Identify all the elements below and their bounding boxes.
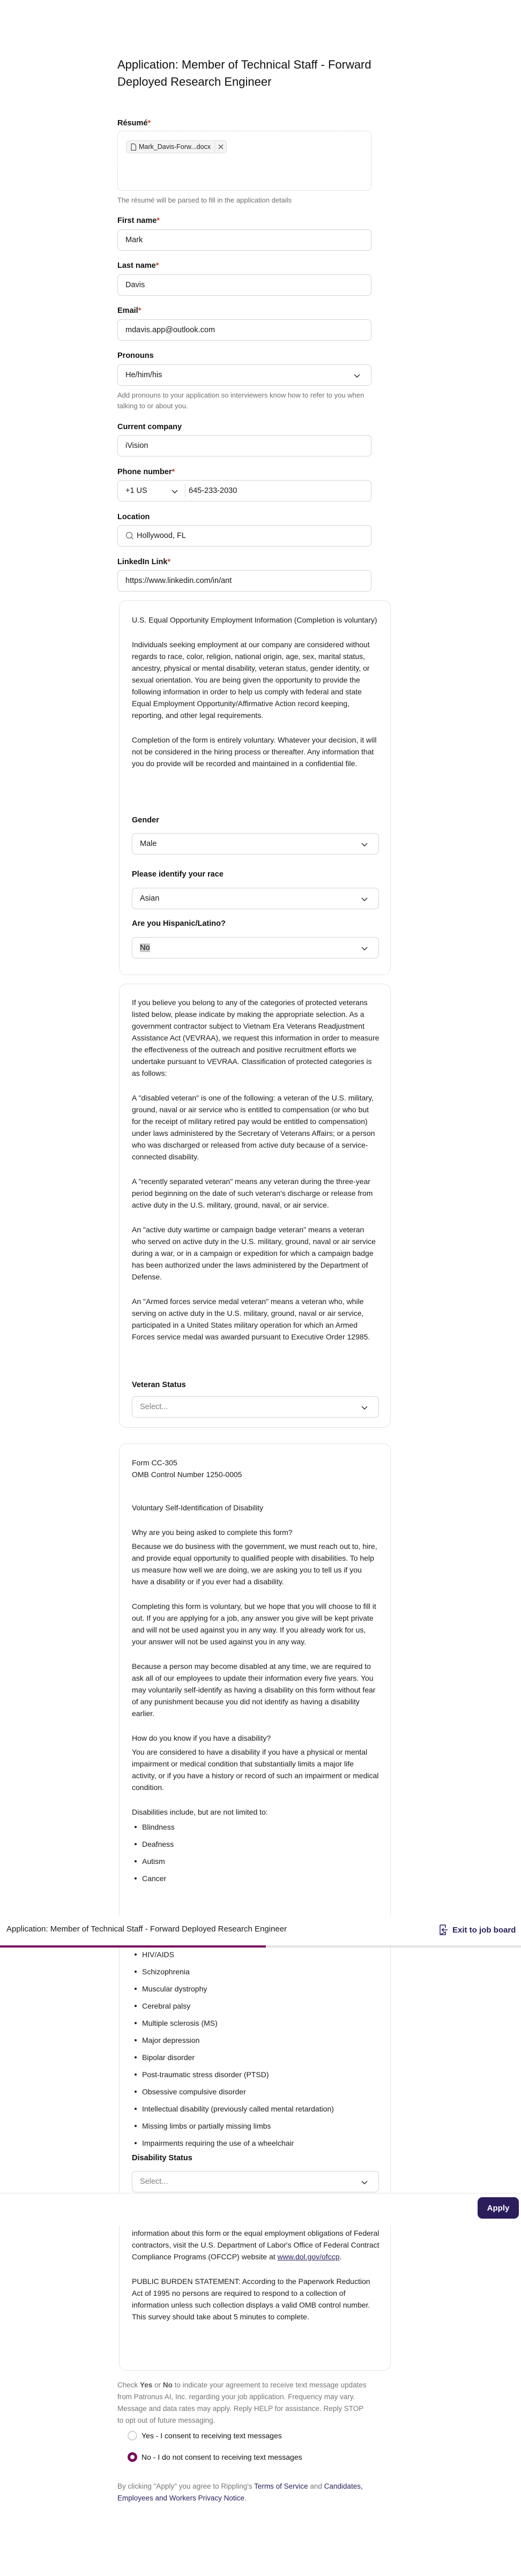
- disability-list-item: Cancer: [132, 1873, 379, 1890]
- radio-unselected[interactable]: [128, 2431, 137, 2440]
- disability-list-item: Impairments requiring the use of a wheelchair: [132, 2137, 379, 2154]
- veteran-paragraph: A "recently separated veteran" means any veteran during the three-year period beginning on the date of such veteran's discharge or release from active duty in the U.S. military, ground, naval, or air service.: [132, 1177, 373, 1209]
- eeo-paragraph: Individuals seeking employment at our company are considered without regards to race, color, religion, national origin, age, sex, marital status, ancestry, physical or mental disability, veteran status, gender identity, or sexual orientation. You are being given the opportunity to provide the following information in order to help us comply with federal and state Equal Employment Opportunity/Affirmative Action record keeping, reporting, and other legal requirements.: [132, 640, 370, 720]
- chevron-down-icon: [360, 895, 369, 903]
- veteran-paragraph: An "active duty wartime or campaign badge veteran" means a veteran who served on active duty in the U.S. military, ground, naval or air service during a war, or in a campaign or expedition for which a campaign badge has been authorized under the laws administered by the Department of Defense.: [132, 1225, 376, 1281]
- first-name-label: First name*: [117, 216, 160, 225]
- page-title: Application: Member of Technical Staff - Forward Deployed Research Engineer: [117, 58, 371, 88]
- ofccp-link[interactable]: www.dol.gov/ofccp: [277, 2252, 340, 2261]
- chevron-down-icon: [353, 371, 361, 380]
- file-icon: [131, 144, 136, 151]
- veteran-paragraph: An "Armed forces service medal veteran" means a veteran who, while serving on active duty in the U.S. military, ground, naval or air service, participated in a United States military operation for which an Armed Forces service medal was awarded pursuant to Executive Order 12985.: [132, 1297, 370, 1341]
- sms-consent-text: Check Yes or No to indicate your agreement to receive text message updates from Patronus AI, Inc. regarding your job application. Frequency may vary. Message and data rates may apply. Reply HELP for assistance. Reply STOP to opt out of future messaging.: [117, 2381, 367, 2424]
- disability-paragraph: Because a person may become disabled at any time, we are required to ask all of our employees to update their information every five years. You may voluntarily self-identify as having a disability on this form without fear of any punishment because you did not identify as having a disability earlier.: [132, 1662, 376, 1718]
- chevron-down-icon: [170, 487, 179, 496]
- pronouns-helper: Add pronouns to your application so interviewers know how to refer to you when talking to or about you.: [117, 391, 364, 410]
- gender-label: Gender: [132, 816, 159, 825]
- progress-fill: [0, 1945, 266, 1948]
- resume-helper: The résumé will be parsed to fill in the application details: [117, 196, 292, 204]
- disability-list-item: Major depression: [132, 2034, 379, 2051]
- apply-footer: [0, 2193, 521, 2226]
- disability-card: Form CC-305 OMB Control Number 1250-0005 Voluntary Self-Identification of Disability Why are you being asked to complete this form? Because we do business with the government, we must reach out to, hire, and provide equal opportunity to qualified people with disabilities. To help us measure how well we are doing, we are asking you to tell us if you have a disability or if you ever had a disability. Completing this form is voluntary, but we hope that you will choose to fill it out. If you are applying for a job, any answer you give will be kept private and will not be used against you in any way. If you already work for us, your answer will not be used against you in any way. Because a person may become disabled at any time, we are required to ask all of our employees to update their information every five years. You may voluntarily self-identify as having a disability on this form without fear of any punishment because you did not identify as having a disability earlier. How do you know if you have a disability? You are considered to have a disability if you have a physical or mental impairment or medical condition that substantially limits a major life activity, or if you have a history or record of such an impairment or medical condition. Disabilities include, but are not limited to: Blindness Deafness Autism Cancer HIV/AIDS Schizophrenia Muscular dystrophy Cerebral palsy Multiple sclerosis (MS) Major depression Bipolar disorder Post-traumatic stress disorder (PTSD) Obsessive compulsive disorder Intellectual disability (previously called mental retardation) Missing limbs or partially missing limbs Impairments requiring the use of a wheelchair Disability Status Select... information about this form or the equal employment obligations of Federal contractors, visit the U.S. Department of Labor's Office of Federal Contract Compliance Programs (OFCCP) website at www.dol.gov/ofccp. PUBLIC BURDEN STATEMENT: According to the Paperwork Reduction Act of 1995 no persons are required to respond to a collection of information unless such collection displays a valid OMB control number. This survey should take about 5 minutes to complete.: [119, 1443, 391, 2371]
- disability-list-item: Bipolar disorder: [132, 2051, 379, 2069]
- resume-file-name: Mark_Davis-Forw...docx: [139, 143, 211, 151]
- current-company-label: Current company: [117, 423, 182, 431]
- resume-file-chip: [126, 140, 227, 153]
- chevron-down-icon: [360, 840, 369, 849]
- resume-label: Résumé*: [117, 119, 151, 128]
- exit-icon: [440, 1924, 448, 1935]
- disability-list-item: Missing limbs or partially missing limbs: [132, 2120, 379, 2137]
- disability-list-item: HIV/AIDS: [132, 1949, 379, 1966]
- disability-answer: You are considered to have a disability if you have a physical or mental impairment or medical condition that substantially limits a major life activity, or if you have a history or record of such an impairment or medical condition.: [132, 1748, 379, 1792]
- current-company-input[interactable]: iVision: [117, 435, 371, 456]
- linkedin-input[interactable]: https://www.linkedin.com/in/ant: [117, 570, 371, 591]
- chevron-down-icon: [360, 2178, 369, 2186]
- eeo-card: [119, 600, 391, 975]
- veteran-status-select[interactable]: Select...: [132, 1396, 379, 1418]
- disability-list-item: Blindness: [132, 1821, 379, 1838]
- veteran-card: [119, 984, 391, 1428]
- disability-list-item: Multiple sclerosis (MS): [132, 2017, 379, 2034]
- remove-file-button[interactable]: [214, 141, 226, 153]
- terms-link[interactable]: Terms of Service: [254, 2482, 308, 2490]
- hispanic-label: Are you Hispanic/Latino?: [132, 919, 226, 928]
- public-burden-statement: PUBLIC BURDEN STATEMENT: According to the Paperwork Reduction Act of 1995 no persons are required to respond to a collection of information unless such collection displays a valid OMB control number. This survey should take about 5 minutes to complete.: [132, 2277, 370, 2321]
- race-select[interactable]: Asian: [132, 888, 379, 909]
- phone-label: Phone number*: [117, 468, 175, 476]
- first-name-input[interactable]: Mark: [117, 229, 371, 251]
- apply-button[interactable]: Apply: [478, 2197, 519, 2219]
- veteran-paragraph: A "disabled veteran" is one of the following: a veteran of the U.S. military, ground, naval or air service who is entitled to compensation (or who but for the receipt of military retired pay would be entitled to compensation) under laws administered by the Secretary of Veterans Affairs; or a person who was discharged or released from active duty because of a service-connected disability.: [132, 1094, 375, 1161]
- phone-number-input[interactable]: 645-233-2030: [189, 486, 237, 495]
- legal-text: By clicking "Apply" you agree to Rippling's Terms of Service and Candidates, Employees and Workers Privacy Notice.: [117, 2482, 363, 2502]
- application-progress-bar: [0, 1945, 521, 1948]
- disability-status-select[interactable]: Select...: [132, 2171, 379, 2192]
- disability-title: Voluntary Self-Identification of Disability: [132, 1503, 264, 1512]
- disability-question: How do you know if you have a disability?: [132, 1734, 271, 1742]
- disability-paragraph: Completing this form is voluntary, but we hope that you will choose to fill it out. If you are applying for a job, any answer you give will be kept private and will not be used against you in any way. If you already work for us, your answer will not be used against you in any way.: [132, 1602, 376, 1646]
- eeo-paragraph: Completion of the form is entirely voluntary. Whatever your decision, it will not be considered in the hiring process or thereafter. Any information that you do provide will be recorded and maintained in a confidential file.: [132, 736, 377, 768]
- sticky-header: [0, 1915, 521, 1946]
- close-icon: [218, 144, 224, 149]
- chevron-down-icon: [360, 944, 369, 953]
- disability-list: [132, 1821, 379, 1890]
- privacy-link[interactable]: Candidates, Employees and Workers Privacy Notice: [117, 2482, 363, 2502]
- disability-list-item: Schizophrenia: [132, 1966, 379, 1983]
- hispanic-select[interactable]: No: [132, 937, 379, 958]
- disability-list-item: Intellectual disability (previously called mental retardation): [132, 2103, 379, 2120]
- omb-control-number: OMB Control Number 1250-0005: [132, 1470, 242, 1479]
- sms-yes-option[interactable]: Yes - I consent to receiving text messages: [128, 2431, 282, 2440]
- header-title: Application: Member of Technical Staff - Forward Deployed Research Engineer: [6, 1924, 287, 1934]
- form-number: Form CC-305: [132, 1458, 177, 1467]
- veteran-paragraph: If you believe you belong to any of the categories of protected veterans listed below, please indicate by making the appropriate selection. As a government contractor subject to Vietnam Era Veterans Readjustment Assistance Act (VEVRAA), we request this information in order to measure the effectiveness of the outreach and positive recruitment efforts we undertake pursuant to VEVRAA. Classification of protected categories is as follows:: [132, 998, 379, 1077]
- disability-answer: Because we do business with the government, we must reach out to, hire, and provide equal opportunity to qualified people with disabilities. To help us measure how well we are doing, we are asking you to tell us if you have a disability or if you ever had a disability.: [132, 1542, 377, 1586]
- location-input[interactable]: Hollywood, FL: [117, 525, 371, 546]
- disability-question: Why are you being asked to complete this form?: [132, 1528, 293, 1537]
- email-label: Email*: [117, 306, 142, 315]
- radio-selected[interactable]: [128, 2452, 137, 2462]
- disability-list-intro: Disabilities include, but are not limited to:: [132, 1808, 268, 1816]
- linkedin-label: LinkedIn Link*: [117, 558, 171, 566]
- disability-list-item: Deafness: [132, 1838, 379, 1855]
- country-code-select[interactable]: +1 US: [125, 486, 147, 495]
- resume-dropzone[interactable]: [117, 131, 371, 191]
- email-input[interactable]: mdavis.app@outlook.com: [117, 319, 371, 341]
- eeo-heading: U.S. Equal Opportunity Employment Information (Completion is voluntary): [132, 616, 377, 624]
- last-name-input[interactable]: Davis: [117, 274, 371, 296]
- gender-select[interactable]: Male: [132, 833, 379, 855]
- last-name-label: Last name*: [117, 261, 159, 270]
- veteran-status-label: Veteran Status: [132, 1381, 186, 1389]
- pronouns-select[interactable]: He/him/his: [117, 364, 371, 386]
- pronouns-label: Pronouns: [117, 351, 154, 360]
- disability-list-item: Autism: [132, 1855, 379, 1873]
- sms-no-option[interactable]: No - I do not consent to receiving text messages: [128, 2452, 302, 2462]
- disability-list-item: Cerebral palsy: [132, 2000, 379, 2017]
- exit-to-job-board-button[interactable]: Exit to job board: [440, 1924, 516, 1935]
- ofccp-info: information about this form or the equal employment obligations of Federal contractors, visit the U.S. Department of Labor's Office of Federal Contract Compliance Programs (OFCCP) website at: [132, 2229, 379, 2261]
- location-label: Location: [117, 513, 150, 521]
- disability-list-item: Post-traumatic stress disorder (PTSD): [132, 2069, 379, 2086]
- race-label: Please identify your race: [132, 870, 224, 879]
- search-icon: [125, 531, 134, 540]
- disability-list: [132, 1949, 379, 2154]
- phone-field: [117, 480, 371, 501]
- disability-status-label: Disability Status: [132, 2154, 192, 2162]
- disability-list-item: Obsessive compulsive disorder: [132, 2086, 379, 2103]
- chevron-down-icon: [360, 1403, 369, 1412]
- disability-list-item: Muscular dystrophy: [132, 1983, 379, 2000]
